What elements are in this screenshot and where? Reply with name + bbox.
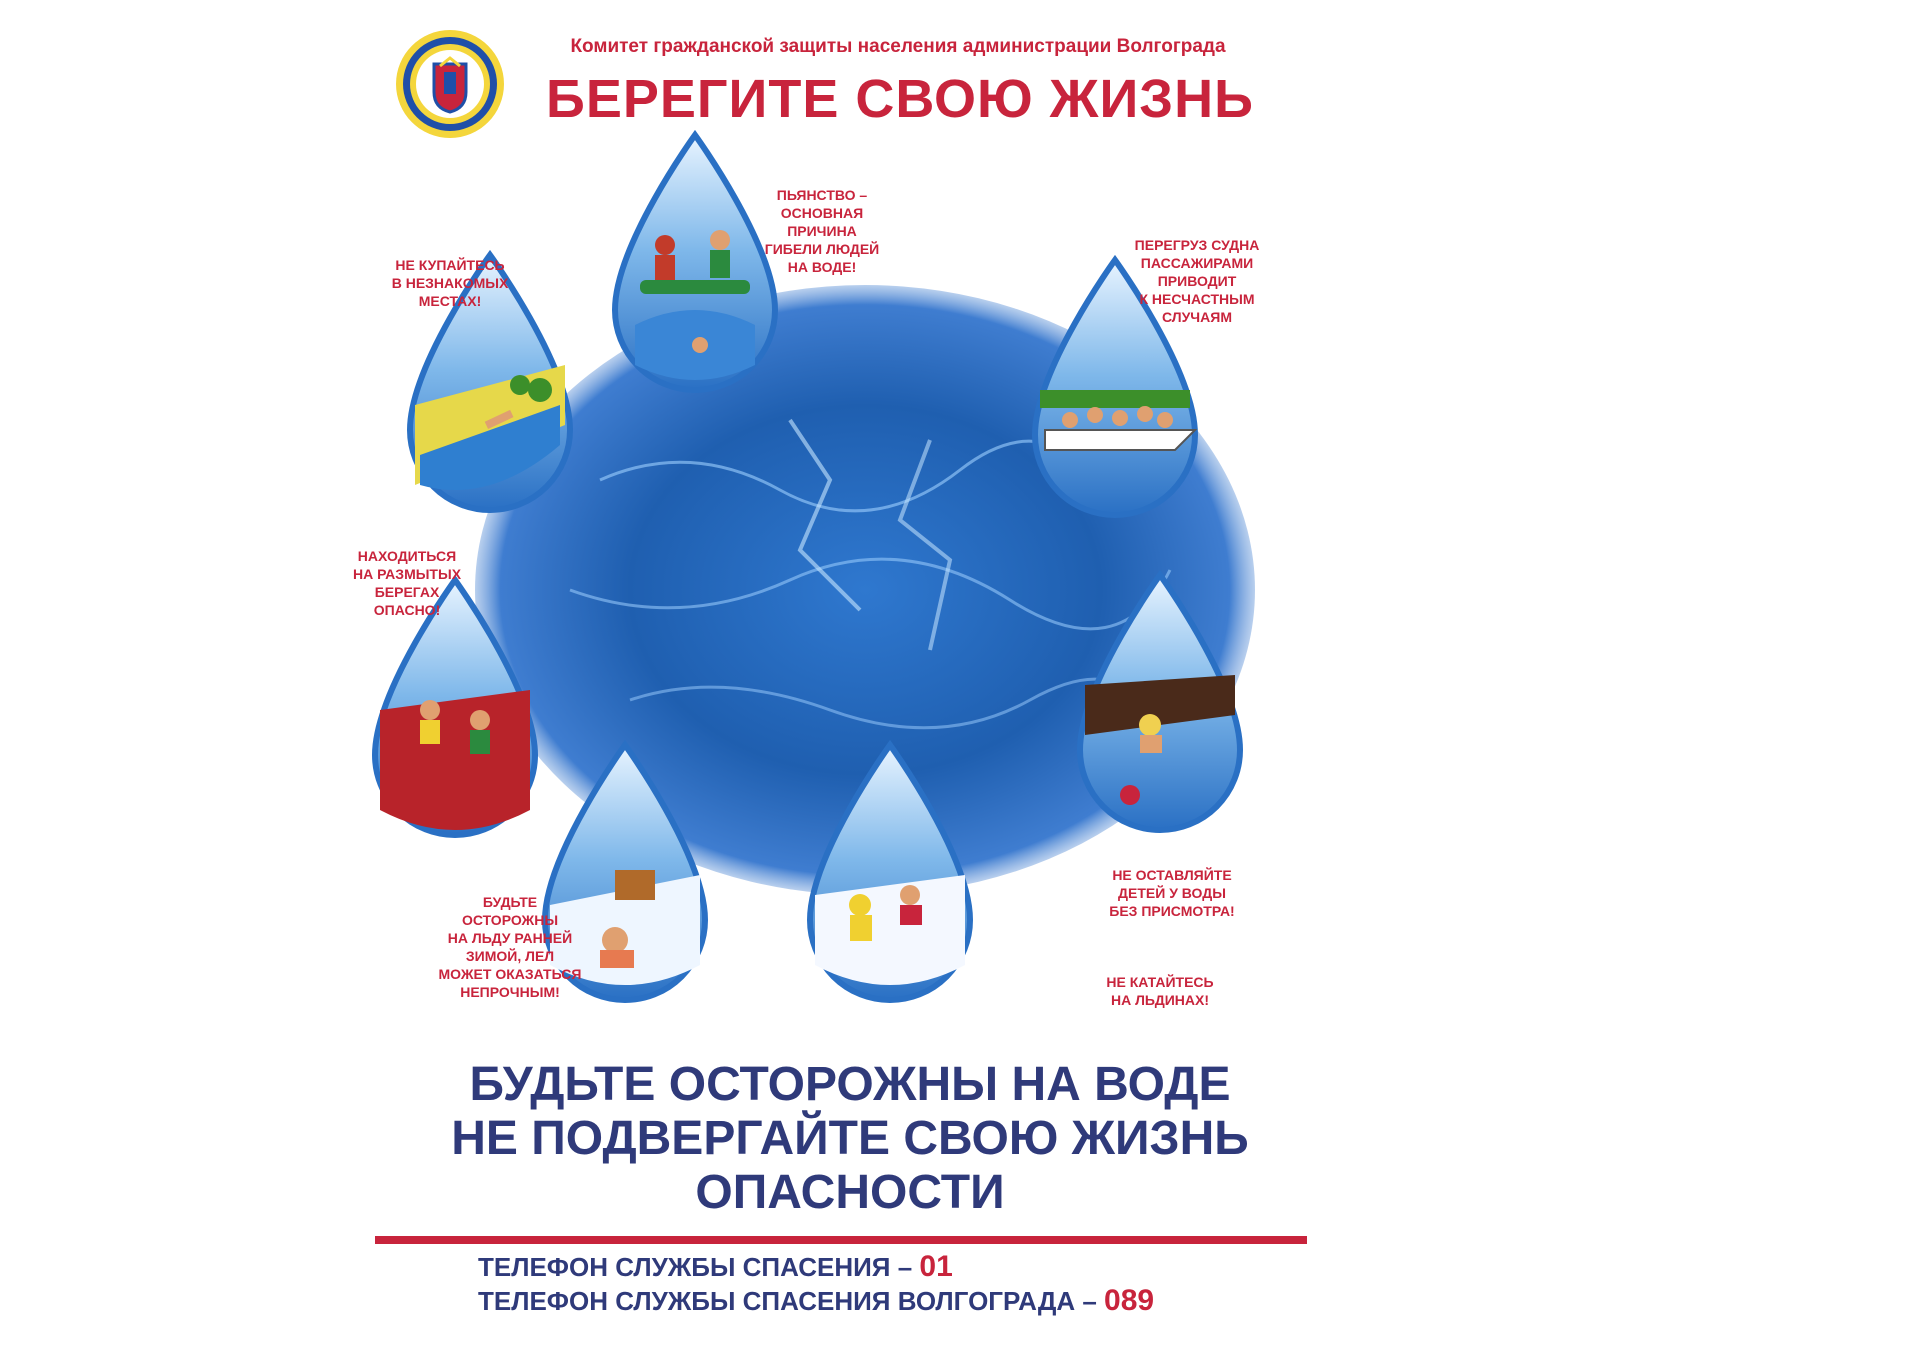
slogan-line-1: БУДЬТЕ ОСТОРОЖНЫ НА ВОДЕ xyxy=(469,1058,1231,1111)
caption-unknown-places: НЕ КУПАЙТЕСЬ В НЕЗНАКОМЫХ МЕСТАХ! xyxy=(391,257,509,309)
volgograd-rescue-phone-row xyxy=(478,1284,1154,1318)
committee-name: Комитет гражданской защиты населения администрации Волгограда xyxy=(570,36,1226,57)
volgograd-rescue-phone-label: ТЕЛЕФОН СЛУЖБЫ СПАСЕНИЯ ВОЛГОГРАДА – xyxy=(478,1286,1105,1316)
slogan-line-3: ОПАСНОСТИ xyxy=(695,1166,1005,1219)
rescue-phone-label: ТЕЛЕФОН СЛУЖБЫ СПАСЕНИЯ – xyxy=(478,1252,920,1282)
drop-drunkenness xyxy=(615,135,775,390)
poster xyxy=(352,0,1330,1357)
caption-drunkenness: ПЬЯНСТВО – ОСНОВНАЯ ПРИЧИНА ГИБЕЛИ ЛЮДЕЙ НА ВОДЕ! xyxy=(764,187,880,275)
volgograd-rescue-phone-number: 089 xyxy=(1104,1284,1155,1317)
caption-ice-floes: НЕ КАТАЙТЕСЬ НА ЛЬДИНАХ! xyxy=(1106,974,1214,1008)
rescue-phone-row xyxy=(478,1250,953,1284)
caption-children: НЕ ОСТАВЛЯЙТЕ ДЕТЕЙ У ВОДЫ БЕЗ ПРИСМОТРА! xyxy=(1109,867,1235,919)
slogan-line-2: НЕ ПОДВЕРГАЙТЕ СВОЮ ЖИЗНЬ xyxy=(451,1112,1249,1165)
red-divider xyxy=(375,1236,1307,1244)
caption-eroded-banks: НАХОДИТЬСЯ НА РАЗМЫТЫХ БЕРЕГАХ ОПАСНО! xyxy=(352,548,462,618)
caption-thin-ice: БУДЬТЕ ОСТОРОЖНЫ НА ЛЬДУ РАННЕЙ ЗИМОЙ, ЛЕЛ МОЖЕТ ОКАЗАТЬСЯ НЕПРОЧНЫМ! xyxy=(438,894,582,1000)
poster-title: БЕРЕГИТЕ СВОЮ ЖИЗНЬ xyxy=(546,69,1254,129)
rescue-phone-number: 01 xyxy=(919,1250,953,1283)
caption-overload: ПЕРЕГРУЗ СУДНА ПАССАЖИРАМИ ПРИВОДИТ К НЕСЧАСТНЫМ СЛУЧАЯМ xyxy=(1134,237,1260,325)
